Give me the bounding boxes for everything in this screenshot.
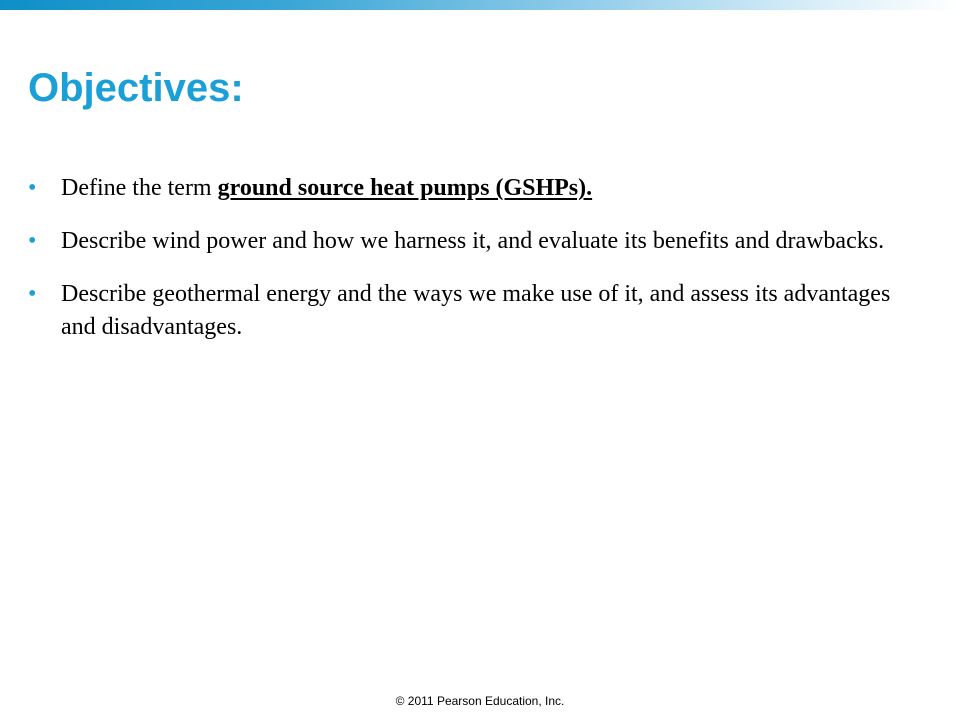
- objective-text-2: Describe wind power and how we harness it, and evaluate its benefits and drawbacks.: [61, 228, 885, 254]
- objective-term-gshp: ground source heat pumps (GSHPs).: [217, 175, 593, 201]
- objective-text-3: Describe geothermal energy and the ways we make use of it, and assess its advantages and disadvantages.: [61, 281, 891, 340]
- objectives-list: [28, 172, 908, 344]
- slide-title: Objectives:: [28, 66, 244, 110]
- top-gradient-band: [0, 0, 960, 10]
- bullet-dot-icon: •: [28, 228, 37, 254]
- objective-item-3: [28, 278, 908, 344]
- copyright-footer: © 2011 Pearson Education, Inc.: [395, 694, 565, 708]
- objective-item-2: [28, 225, 908, 258]
- objective-text-1: Define the term: [61, 175, 218, 201]
- objective-item-1: [28, 172, 908, 205]
- bullet-dot-icon: •: [28, 281, 37, 307]
- bullet-dot-icon: •: [28, 175, 37, 201]
